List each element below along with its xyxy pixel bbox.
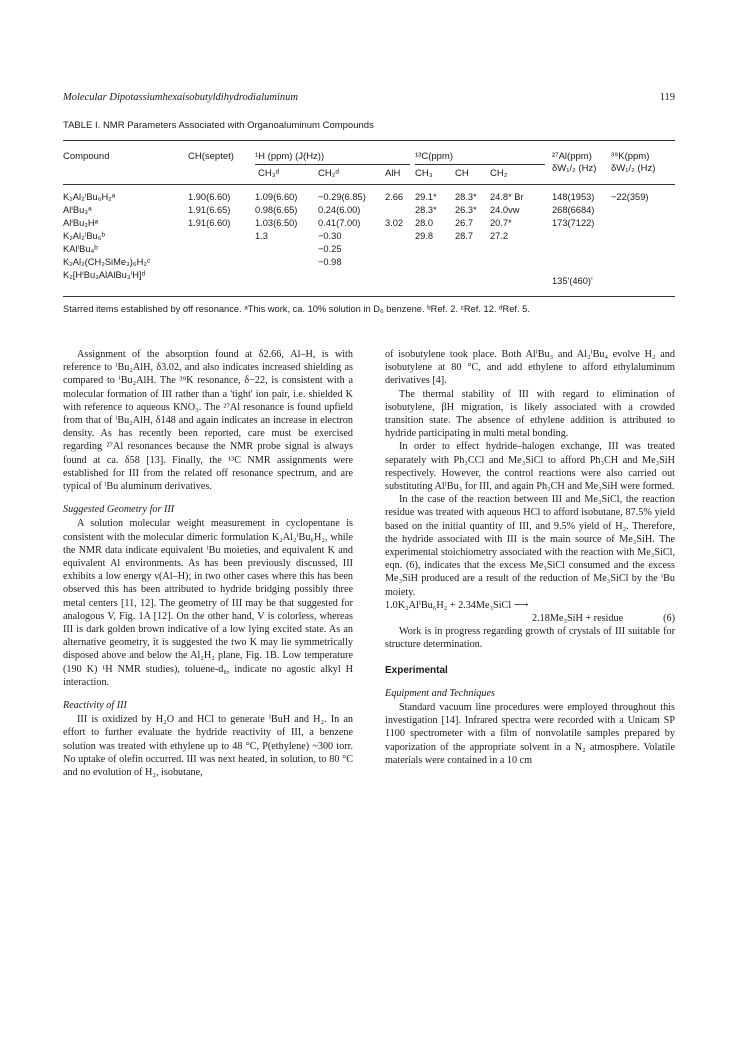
- cell-c-ch3: 29.1*: [415, 192, 437, 202]
- paragraph: Work is in progress regarding growth of crystals of III suitable for structure determination.: [385, 626, 675, 651]
- paragraph: The thermal stability of III with regard to elimination of isobutylene, βH migration, is likely associated with a crowded transition state. The absence of ethylene addition is attributed to hydride participating in multi metal bonding.: [385, 388, 675, 440]
- cell-ch3: 1.03(6.50): [255, 218, 298, 228]
- section-heading: Suggested Geometry for III: [63, 504, 175, 516]
- table-footnote: Starred items established by off resonance. ᵃThis work, ca. 10% solution in D₆ benzene. ᵇRef. 2. ᶜRef. 12. ᵈRef. 5.: [63, 304, 530, 314]
- equation-line: [385, 612, 675, 625]
- table-header-rule: [63, 184, 675, 185]
- equation-line: 1.0K₂AlⁱBu₆H₂ + 2.34Me₃SiCl ⟶: [385, 599, 529, 611]
- section-heading: Experimental: [385, 664, 448, 676]
- paragraph: III is oxidized by H₂O and HCl to generate ⁱBuH and H₂. In an effort to further evaluate the hydride reactivity of III, a benzene solution was treated with ethylene up to 48 °C, P(ethylene) ~300 torr. No uptake of olefin occurred. III was next heated, in solution, to 80 °C and no evolution of H₂, isobutane,: [63, 714, 353, 779]
- cell-ch2: −0.29(6.85): [318, 192, 366, 202]
- cell-ch3: 1.09(6.60): [255, 192, 298, 202]
- paragraph: A solution molecular weight measurement in cyclopentane is consistent with the molecular dimeric formulation K₂Al₂ⁱBu₆H₂, while the NMR data indicate equivalent ⁱBu moieties, and equivalent K and equivalent Al environments. As has been previously discussed, III exhibits a low energy ν(Al–H); in two other cases where this has been observed this has been attributed to hydride bridging possibly three metal centers [11, 12]. The geometry of III may be that suggested for analogous V, Fig. 1A [12]. On the other hand, V is colorless, whereas III is dark golden brown indicative of a low lying excited state. As an alternative geometry, it is suggested the two K may lie symmetrically disposed above and below the Al₂H₂ plane, Fig. 1B. Low temperature (190 K) ¹H NMR studies), toluene-d₈, indicate no agostic alkyl H interaction.: [63, 518, 353, 688]
- cell-al: 148(1953): [552, 192, 595, 202]
- cell-c-ch2: 24.8* Br: [490, 192, 524, 202]
- cell-c-ch2: 20.7*: [490, 218, 512, 228]
- paragraph: In order to effect hydride–halogen exchange, III was treated separately with Ph₃CCl and Me₃SiCl to afford Ph₃CH and Me₃SiH respectively. However, the control reactions were also carried out substituting AlⁱBu₃ for III, and again Ph₃CH and Me₃SiH were formed.: [385, 441, 675, 493]
- cell-al: 173(7122): [552, 218, 595, 228]
- cell-ch2: 0.41(7.00): [318, 218, 361, 228]
- th-1h-group: ¹H (ppm) (J(Hz)): [255, 151, 325, 162]
- th-al-width: δW₁/₂ (Hz): [552, 163, 597, 174]
- table-caption: TABLE I. NMR Parameters Associated with Organoaluminum Compounds: [63, 120, 374, 131]
- subsection-heading: Equipment and Techniques: [385, 687, 495, 699]
- table-bottom-rule: [63, 296, 675, 297]
- cell-al: 135'(460)': [552, 276, 593, 286]
- cell-c-ch: 28.3*: [455, 192, 477, 202]
- table-top-rule: [63, 140, 675, 141]
- th-39k-group: ³⁹K(ppm): [611, 151, 650, 162]
- paragraph: Assignment of the absorption found at δ2.66, Al–H, is with reference to ⁱBu₂AlH, δ3.02, and also indicates increased shielding as compared to ⁱBu₂AlH. The ³⁹K resonance, δ−22, is consistent with a molecular formation of III rather than a 'tight' ion pair, i.e. shielded K with reference to aqueous KNO₃. The ²⁷Al resonance is found upfield from that of ⁱBu₂AlH, δ148 and again indicates an increase in electron density. As has recently been reported, care must be exercised regarding ²⁷Al resonances because the NMR probe signal is always found at ca. δ58 [13]. Finally, the ¹³C NMR assignments were established for III from the related off resonance spectrum, and are typical of ⁱBu aluminum derivatives.: [63, 349, 353, 493]
- cell-alh: 2.66: [385, 192, 404, 202]
- cell-compound: AlⁱBu₃ᵃ: [63, 205, 92, 215]
- cell-compound: K₂[HⁱBu₃AlAlBu₃ⁱH]ᵈ: [63, 270, 146, 280]
- th-c-ch3: CH₃: [415, 168, 433, 179]
- cell-ch: 1.91(6.65): [188, 205, 231, 215]
- th-alh: AlH: [385, 168, 401, 179]
- cell-c-ch3: 28.3*: [415, 205, 437, 215]
- cell-compound: KAlⁱBu₄ᵇ: [63, 244, 98, 254]
- right-column: [385, 348, 675, 767]
- cell-compound: K₂Al₂(CH₂SiMe₃)₆H₂ᶜ: [63, 257, 151, 267]
- page-number: 119: [659, 92, 675, 103]
- th-ch2: CH₂ᵈ: [318, 168, 339, 179]
- cell-compound: AlⁱBu₂Hᵃ: [63, 218, 99, 228]
- cell-ch2: 0.24(6.00): [318, 205, 361, 215]
- paragraph: Standard vacuum line procedures were employed throughout this investigation [14]. Infrared spectra were recorded with a Unicam SP 1100 spectrometer with a film of nonvolatile samples prepared by vaporization of the appropriate solvent in a N₂ atmosphere. Volatile materials were contained in a 10 cm: [385, 702, 675, 766]
- th-13c-group: ¹³C(ppm): [415, 151, 453, 162]
- cell-ch2: −0.30: [318, 231, 342, 241]
- cell-k: −22(359): [611, 192, 649, 202]
- c-subrule: [415, 164, 545, 165]
- cell-ch2: −0.25: [318, 244, 342, 254]
- running-title: Molecular Dipotassiumhexaisobutyldihydrodialuminum: [63, 92, 298, 103]
- cell-ch: 1.91(6.60): [188, 218, 231, 228]
- cell-ch3: 1.3: [255, 231, 268, 241]
- section-heading: Reactivity of III: [63, 700, 127, 712]
- cell-c-ch: 26.7: [455, 218, 474, 228]
- th-ch-septet: CH(septet): [188, 151, 234, 162]
- cell-c-ch2: 24.0vw: [490, 205, 520, 215]
- cell-c-ch: 28.7: [455, 231, 474, 241]
- paragraph: In the case of the reaction between III and Me₃SiCl, the reaction residue was treated with aqueous HCl to afford isobutane, 87.5% yield based on the initial quantity of III, and 9.5% yield of H₂. Therefore, the hydride associated with III is the main source of Me₃SiH. The experimental stoichiometry associated with the reaction with Me₃SiCl, eqn. (6), indicates that the excess Me₃SiCl consumed and the excess Me₃SiH produced are a result of the reduction of Me₃SiCl by the ⁱBu moiety.: [385, 494, 675, 598]
- equation-number: (6): [663, 613, 675, 625]
- cell-al: 268(6684): [552, 205, 595, 215]
- cell-c-ch3: 28.0: [415, 218, 434, 228]
- th-27al-group: ²⁷Al(ppm): [552, 151, 592, 162]
- left-column: [63, 348, 353, 779]
- cell-c-ch2: 27.2: [490, 231, 509, 241]
- cell-compound: K₂Al₂ⁱBu₆ᵇ: [63, 231, 105, 241]
- cell-c-ch: 26.3*: [455, 205, 477, 215]
- cell-alh: 3.02: [385, 218, 404, 228]
- th-compound: Compound: [63, 151, 110, 162]
- cell-c-ch3: 29.8: [415, 231, 434, 241]
- th-k-width: δW₁/₂ (Hz): [611, 163, 656, 174]
- cell-ch3: 0.98(6.65): [255, 205, 298, 215]
- h-subrule: [255, 164, 410, 165]
- th-ch3: CH₃ᵈ: [258, 168, 280, 179]
- paragraph: of isobutylene took place. Both AlⁱBu₃ and Al₂ⁱBu₄ evolve H₂ and isobutylene at 80 °C, and add ethylene to afford ethylaluminum derivatives [4].: [385, 349, 675, 387]
- th-c-ch2: CH₂: [490, 168, 508, 179]
- equation-product: 2.18Me₃SiH + residue: [532, 613, 624, 625]
- cell-compound: K₂Al₂ⁱBu₆H₂ᵃ: [63, 192, 116, 202]
- cell-ch: 1.90(6.60): [188, 192, 231, 202]
- page-header: [63, 92, 675, 108]
- cell-ch2: −0.98: [318, 257, 342, 267]
- th-c-ch: CH: [455, 168, 469, 179]
